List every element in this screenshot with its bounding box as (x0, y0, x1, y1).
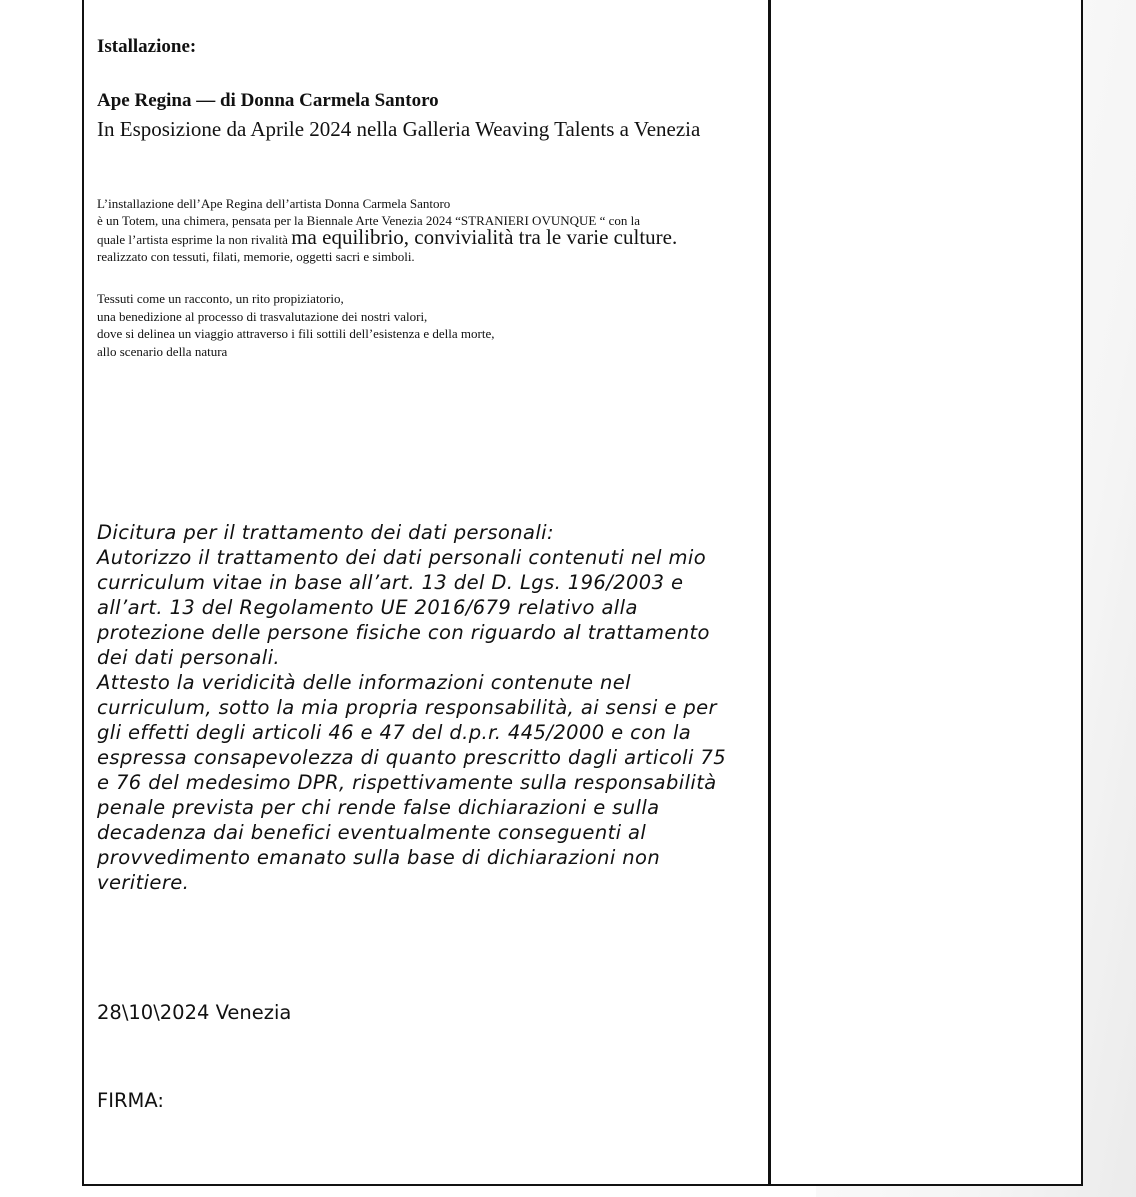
poem-line: dove si delinea un viaggio attraverso i fili sottili dell’esistenza e della morte, (97, 326, 495, 341)
privacy-line: dei dati personali. (97, 646, 281, 669)
poem-line: Tessuti come un racconto, un rito propiziatorio, (97, 291, 344, 306)
signature-label: FIRMA: (97, 1089, 164, 1112)
privacy-line: espressa consapevolezza di quanto prescritto dagli articoli 75 (97, 746, 727, 769)
installation-heading: Istallazione: (97, 36, 197, 57)
privacy-statement (97, 520, 757, 895)
column-divider (768, 0, 771, 1184)
privacy-line: all’art. 13 del Regolamento UE 2016/679 relativo alla (97, 596, 638, 619)
privacy-line: Autorizzo il trattamento dei dati personali contenuti nel mio (97, 546, 707, 569)
privacy-line: Attesto la veridicità delle informazioni contenute nel (97, 671, 631, 694)
privacy-line: decadenza dai benefici eventualmente conseguenti al (97, 821, 647, 844)
description-text-small: quale l’artista esprime la non rivalità (97, 232, 292, 247)
privacy-line: provvedimento emanato sulla base di dichiarazioni non (97, 846, 661, 869)
privacy-line: Dicitura per il trattamento dei dati personali: (97, 521, 554, 544)
privacy-line: penale prevista per chi rende false dichiarazioni e sulla (97, 796, 660, 819)
privacy-line: gli effetti degli articoli 46 e 47 del d.p.r. 445/2000 e con la (97, 721, 692, 744)
description-line (97, 225, 767, 249)
exhibition-info: In Esposizione da Aprile 2024 nella Galleria Weaving Talents a Venezia (97, 117, 701, 141)
privacy-line: protezione delle persone fisiche con riguardo al trattamento (97, 621, 710, 644)
description-line: L’installazione dell’Ape Regina dell’artista Donna Carmela Santoro (97, 196, 451, 211)
poem-line: allo scenario della natura (97, 343, 228, 359)
document-table (82, 0, 1083, 1186)
description-line: è un Totem, una chimera, pensata per la Biennale Arte Venezia 2024 “STRANIERI OVUNQUE “ con la (97, 213, 640, 228)
privacy-line: curriculum vitae in base all’art. 13 del D. Lgs. 196/2003 e (97, 571, 684, 594)
description-line: realizzato con tessuti, filati, memorie, oggetti sacri e simboli. (97, 249, 415, 264)
artwork-title: Ape Regina — di Donna Carmela Santoro (97, 90, 439, 111)
privacy-line: e 76 del medesimo DPR, rispettivamente sulla responsabilità (97, 771, 717, 794)
privacy-line: veritiere. (97, 871, 190, 894)
description-text-large: ma equilibrio, convivialità tra le varie culture. (291, 225, 678, 249)
poem-line: una benedizione al processo di trasvalutazione dei nostri valori, (97, 308, 428, 324)
date-place: 28\10\2024 Venezia (97, 1001, 292, 1024)
privacy-line: curriculum, sotto la mia propria responsabilità, ai sensi e per (97, 696, 717, 719)
artwork-description (97, 195, 767, 265)
poem-text (97, 290, 757, 360)
